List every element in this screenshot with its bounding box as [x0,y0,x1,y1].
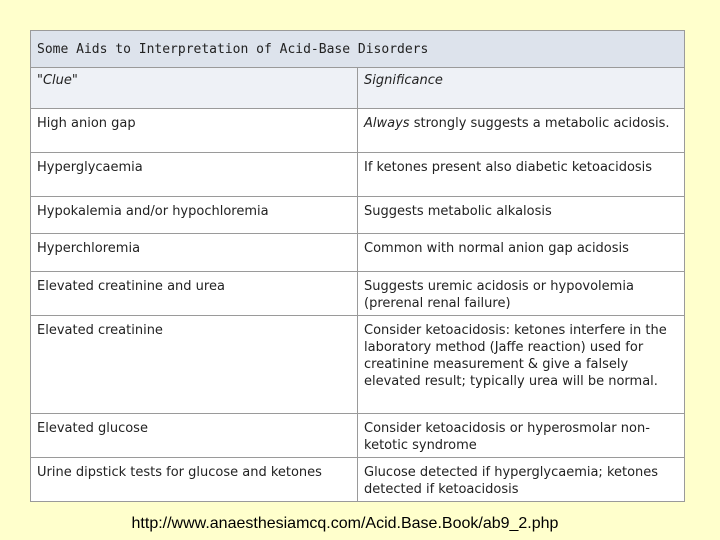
significance-cell [358,109,685,153]
clue-cell: Elevated glucose [31,414,358,458]
clue-cell: Elevated creatinine [31,316,358,414]
significance-cell: If ketones present also diabetic ketoacidosis [358,153,685,197]
table-row [31,153,685,197]
significance-cell: Consider ketoacidosis: ketones interfere in the laboratory method (Jaffe reaction) used for creatinine measurement & give a falsely elevated result; typically urea will be normal. [358,316,685,414]
clue-cell: Elevated creatinine and urea [31,272,358,316]
table-row [31,316,685,414]
header-clue: "Clue" [31,68,358,109]
table-row [31,272,685,316]
significance-emphasis: Always [364,116,410,131]
table-row [31,234,685,272]
significance-cell: Consider ketoacidosis or hyperosmolar non-ketotic syndrome [358,414,685,458]
table-title-row [31,31,685,68]
clue-cell: Hyperchloremia [31,234,358,272]
header-significance: Significance [358,68,685,109]
significance-cell: Glucose detected if hyperglycaemia; ketones detected if ketoacidosis [358,458,685,502]
table-row [31,109,685,153]
significance-cell: Suggests metabolic alkalosis [358,197,685,234]
table-title: Some Aids to Interpretation of Acid-Base Disorders [31,31,685,68]
table-row [31,458,685,502]
table-row [31,414,685,458]
acid-base-table [30,30,685,502]
significance-cell: Common with normal anion gap acidosis [358,234,685,272]
significance-cell: Suggests uremic acidosis or hypovolemia (prerenal renal failure) [358,272,685,316]
table-row [31,197,685,234]
acid-base-table-container [30,30,685,502]
clue-cell: Hyperglycaemia [31,153,358,197]
clue-cell: Urine dipstick tests for glucose and ketones [31,458,358,502]
table-header-row [31,68,685,109]
clue-cell: Hypokalemia and/or hypochloremia [31,197,358,234]
clue-cell: High anion gap [31,109,358,153]
source-url: http://www.anaesthesiamcq.com/Acid.Base.Book/ab9_2.php [131,515,559,532]
significance-text: strongly suggests a metabolic acidosis. [409,116,670,131]
